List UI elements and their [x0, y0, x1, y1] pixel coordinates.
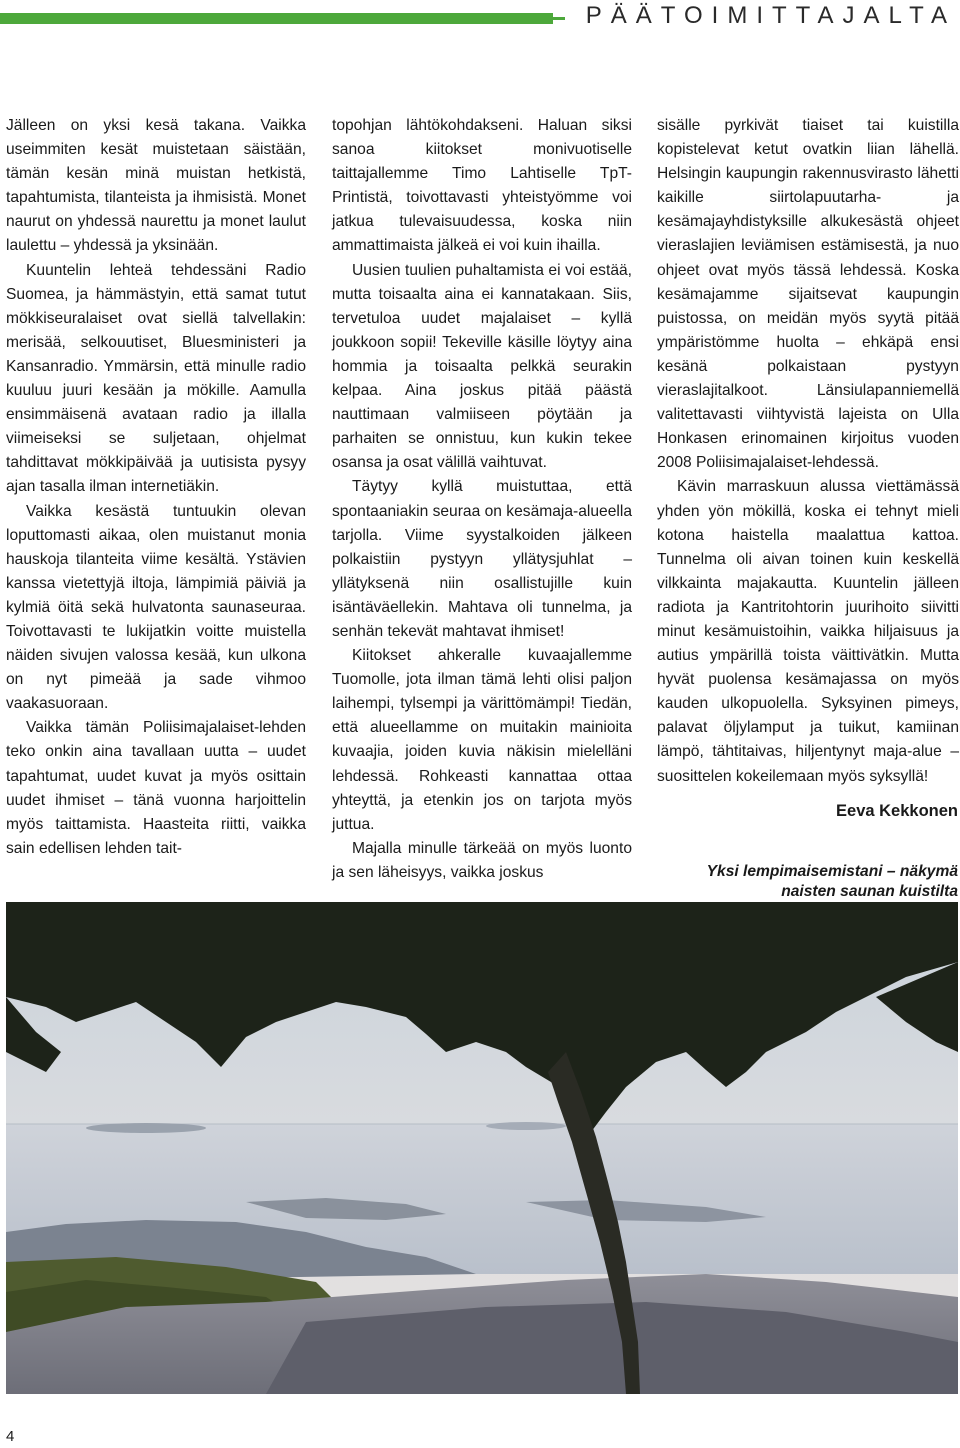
photo-caption-line: naisten saunan kuistilta [781, 883, 958, 900]
header-rule [553, 17, 565, 20]
article-paragraph: Vaikka kesästä tuntuukin olevan loputtomasti aikaa, olen muistanut monia hauskoja tilanteita viime kesältä. Ystävien kanssa vietettyjä iltoja, lämpimiä päiviä ja kylmiä öitä sekä hulvatonta saunaseuraa. Toivottavasti te lukijatkin voitte muistella näiden sivujen valossa kesää, kun ulkona on nyt pimeää ja sade vihmoo vaakasuoraan. [6, 502, 306, 713]
article-paragraph: Täytyy kyllä muistuttaa, että spontaaniakin seuraa on kesämaja-alueella tarjolla. Viime syystalkoiden jälkeen polkaistiin pystyyn yllätysjuhlat – yllätyksenä niin osallistujille kuin isäntäväellekin. Mahtava oli tunnelma, ja senhän tekevät mahtavat ihmiset! [332, 478, 632, 640]
section-title: PÄÄTOIMITTAJALTA [585, 2, 956, 29]
header-green-bar [0, 13, 553, 24]
article-paragraph: Vaikka tämän Poliisimajalaiset-lehden teko onkin aina tavallaan uutta – uudet tapahtumat, uudet kuvat ja myös osittain uudet ihmiset – tänä vuonna harjoittelin myös taittamista. Haasteita riitti, vaikka sain edellisen lehden tait- [6, 719, 306, 857]
article-paragraph: sisälle pyrkivät tiaiset tai kuistilla kopistelevat ketut ovatkin liian lähellä. Helsingin kaupungin rakennusvirasto lähetti kaikille siirtolapuutarha- ja kesämajayhdistyksille alkukesästä ohjeet vieraslajien leviämisen estämisestä, ja nuo ohjeet ovat myös tässä lehdessä. Koska kesämajamme sijaitsevat kaupungin puistossa, on meidän myös syytä pitää ympäristömme huolta – ehkäpä ensi kesänä polkaistaan pystyyn vieraslajitalkoot. Länsiulapanniemellä valitettavasti viihtyvistä lajeista on Ulla Honkasen erinomainen kirjoitus vuoden 2008 Poliisimajalaiset-lehdessä. [657, 117, 959, 472]
article-paragraph: Kuuntelin lehteä tehdessäni Radio Suomea, ja hämmästyin, että samat tutut mökkiseuralaiset ovat siellä talvellakin: merisää, selkouutiset, Bluesministeri ja Kansanradio. Ymmärsin, että minulle radio kuuluu juuri kesään ja mökille. Aamulla ensimmäisenä avataan radio ja illalla viimeiseksi se suljetaan, ohjelmat tahdittavat mökkipäivää ja uutisista pysyy ajan tasalla ilman internetiäkin. [6, 261, 306, 496]
article-paragraph: Majalla minulle tärkeää on myös luonto ja sen läheisyys, vaikka joskus [332, 839, 632, 881]
article-paragraph: Kiitokset ahkeralle kuvaajallemme Tuomolle, jota ilman tämä lehti olisi paljon laihempi, tylsempi ja värittömämpi! Tiedän, että alueellamme on muitakin mainioita kuvaajia, joiden kuvia näkisin mielelläni lehdessä. Rohkeasti kannattaa ottaa yhteyttä, ja etenkin jos on tarjota myös juttua. [332, 647, 632, 833]
article-column-1 [6, 114, 306, 861]
article-paragraph: Kävin marraskuun alussa viettämässä yhden yön mökillä, koska ei tehnyt mieli kotona haistella maalattua kattoa. Tunnelma oli aivan toinen kuin keskellä vilkkainta majakautta. Kuuntelin jälleen radiota ja Kantritohtorin juurihoito siivitti minut kesämuistoihin, vaikka hiljaisuus ja autius ympärillä toista väittivätkin. Mutta hyvät puolensa kesämajassa on myös kauden ulkopuolella. Syksyinen pimeys, palavat öljylamput ja tuikut, kamiinan lämpö, tähtitaivas, hiljentynyt maja-alue – suosittelen kokeilemaan myös syksyllä! [657, 478, 959, 785]
article-paragraph: Jälleen on yksi kesä takana. Vaikka useimmiten kesät muistetaan säistään, tämän kesän minä muistan hetkistä, tapahtumista, tilanteista ja ihmisistä. Monet naurut on yhdessä naurettu ja monet laulut laulettu – yhdessä ja yksinään. [6, 117, 306, 255]
landscape-photo [6, 902, 958, 1394]
author-signature: Eeva Kekkonen [836, 802, 958, 820]
page-number: 4 [6, 1428, 15, 1445]
photo-caption [620, 862, 958, 902]
article-column-3 [657, 114, 959, 789]
photo-caption-line: Yksi lempimaisemistani – näkymä [706, 863, 958, 880]
article-paragraph: topohjan lähtökohdakseni. Haluan siksi sanoa kiitokset monivuotiselle taittajallemme Timo Lahtiselle TpT-Printistä, toivottavasti yhteistyömme voi jatkua tulevaisuudessa, koska niin ammattimaista jälkeä ei voi kuin ihailla. [332, 117, 632, 255]
article-paragraph: Uusien tuulien puhaltamista ei voi estää, mutta toisaalta aina ei kannatakaan. Siis, tervetuloa uudet majalaiset – kyllä joukkoon sopii! Tekeville käsille löytyy aina hommia ja toisaalta pelkkä seurakin kelpaa. Aina joskus pitää päästä nauttimaan valmiiseen pöytään ja parhaiten se onnistuu, kun kukin tekee osansa ja osat välillä vaihtuvat. [332, 261, 632, 472]
article-column-2 [332, 114, 632, 885]
